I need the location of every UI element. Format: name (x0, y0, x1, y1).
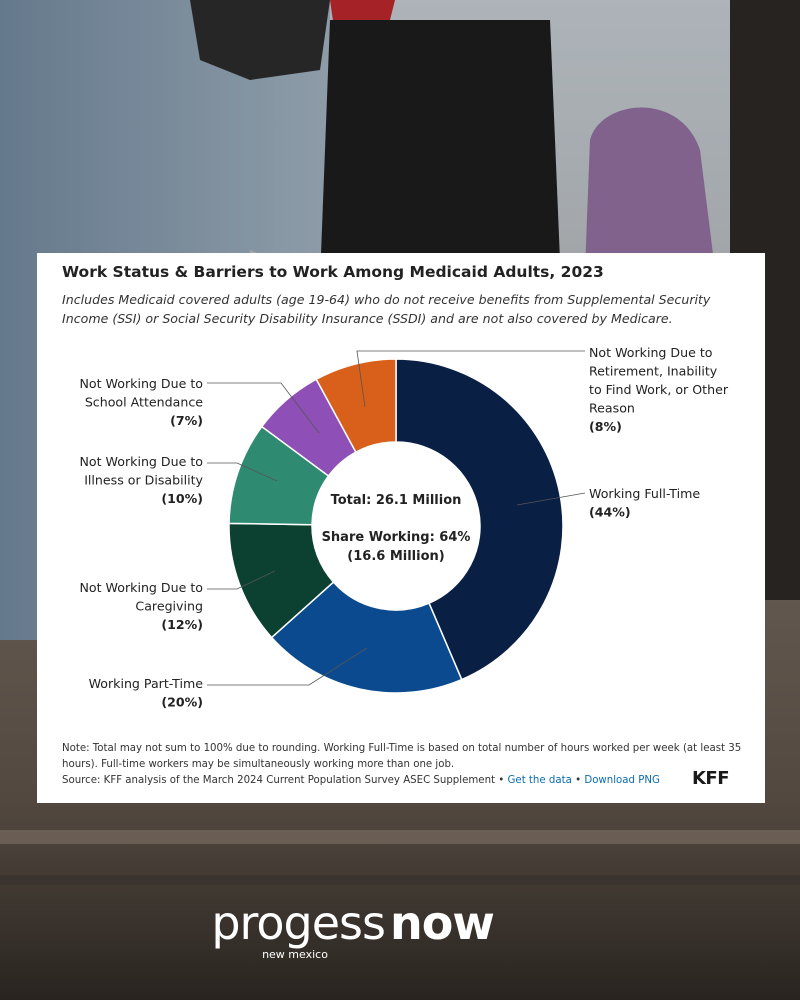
chart-title: Work Status & Barriers to Work Among Medicaid Adults, 2023 (62, 263, 604, 281)
brand-wordmark (190, 895, 610, 965)
source-separator: • (495, 775, 508, 786)
download-png-link[interactable]: Download PNG (584, 775, 660, 786)
source-separator-2: • (571, 775, 585, 786)
center-text-1: Total: 26.1 Million (330, 493, 462, 508)
donut-chart (37, 253, 765, 803)
brand-main-bold: now (390, 896, 494, 950)
brand-sub: new mexico (262, 948, 328, 961)
slice-label-3: Not Working Due to Caregiving (12%) (79, 580, 203, 632)
get-the-data-link[interactable]: Get the data (507, 775, 572, 786)
brand-logo (0, 895, 800, 970)
chart-subtitle: Includes Medicaid covered adults (age 19-64) who do not receive benefits from Supplemental Security Income (SSI) or Social Security Disability Insurance (SSDI) and are not also covered by Medicare. (62, 292, 711, 326)
kff-logo: KFF (691, 768, 729, 789)
source-text: Source: KFF analysis of the March 2024 Current Population Survey ASEC Supplement (62, 775, 496, 786)
chart-note: Note: Total may not sum to 100% due to rounding. Working Full-Time is based on total number of hours worked per week (at least 35 hours). Full-time workers may be simultaneously working more than one job. (62, 743, 742, 770)
chart-card (37, 253, 765, 803)
slice-label-4: Not Working Due to Illness or Disability (10%) (79, 454, 203, 506)
slice-label-1: Working Full-Time (44%) (589, 486, 701, 520)
center-text-3: (16.6 Million) (347, 549, 445, 564)
brand-main-light: progess (211, 896, 385, 950)
slice-label-2: Working Part-Time (20%) (88, 676, 203, 710)
center-text-2: Share Working: 64% (321, 530, 471, 545)
slice-label-5: Not Working Due to School Attendance (7%) (79, 376, 203, 428)
slice-label-6: Not Working Due to Retirement, Inability to Find Work, or Other Reason (8%) (589, 345, 728, 434)
chart-source (62, 775, 682, 786)
